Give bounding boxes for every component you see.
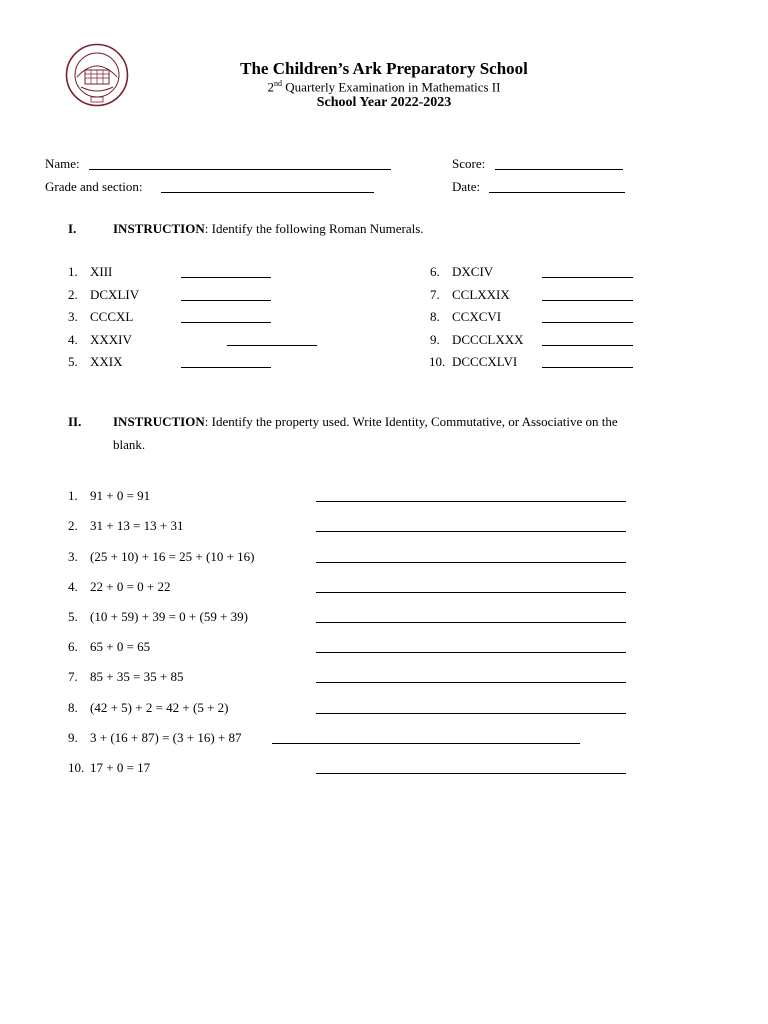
section-2-instruction-line2: blank.	[113, 437, 146, 452]
score-label: Score:	[452, 156, 486, 171]
item-number: 1.	[68, 264, 78, 279]
answer-blank[interactable]	[272, 743, 580, 744]
item-number: 4.	[68, 332, 78, 347]
section-1-heading	[68, 221, 748, 241]
roman-numeral: CCCXL	[90, 309, 134, 324]
equation: (42 + 5) + 2 = 42 + (5 + 2)	[90, 700, 229, 715]
item-number: 6.	[430, 264, 440, 279]
section-2-instruction-text: : Identify the property used. Write Identity, Commutative, or Associative on the	[204, 414, 618, 429]
answer-blank[interactable]	[316, 682, 626, 683]
answer-blank[interactable]	[316, 773, 626, 774]
roman-item	[430, 309, 630, 327]
property-item	[68, 488, 308, 506]
exam-ordinal: 2	[267, 79, 275, 95]
section-2-heading	[68, 414, 748, 434]
exam-ordinal-suffix: nd	[274, 79, 283, 88]
property-item	[68, 609, 308, 627]
item-number: 10.	[429, 354, 446, 369]
item-number: 1.	[68, 488, 78, 503]
item-number: 4.	[68, 579, 78, 594]
roman-item	[68, 309, 268, 327]
roman-numeral: DXCIV	[452, 264, 494, 279]
item-number: 3.	[68, 309, 78, 324]
answer-blank[interactable]	[542, 367, 633, 368]
item-number: 3.	[68, 549, 78, 564]
roman-numeral: XXXIV	[90, 332, 132, 347]
equation: 65 + 0 = 65	[90, 639, 151, 654]
property-item	[68, 549, 308, 567]
item-number: 9.	[68, 730, 78, 745]
equation: 31 + 13 = 13 + 31	[90, 518, 184, 533]
section-1-instruction	[113, 221, 424, 237]
roman-item	[68, 332, 268, 350]
answer-blank[interactable]	[542, 277, 633, 278]
roman-item	[68, 264, 268, 282]
item-number: 5.	[68, 354, 78, 369]
section-1-number: I.	[68, 221, 77, 236]
answer-blank[interactable]	[227, 345, 317, 346]
item-number: 2.	[68, 518, 78, 533]
item-number: 9.	[430, 332, 440, 347]
property-item	[68, 760, 308, 778]
date-field[interactable]	[489, 192, 625, 193]
property-item	[68, 730, 278, 748]
answer-blank[interactable]	[316, 652, 626, 653]
equation: 3 + (16 + 87) = (3 + 16) + 87	[90, 730, 242, 745]
grade-section-label: Grade and section:	[45, 179, 143, 194]
property-item	[68, 639, 308, 657]
roman-item	[430, 354, 630, 372]
answer-blank[interactable]	[316, 531, 626, 532]
item-number: 7.	[430, 287, 440, 302]
property-item	[68, 669, 308, 687]
property-item	[68, 700, 308, 718]
equation: 22 + 0 = 0 + 22	[90, 579, 171, 594]
roman-item	[68, 287, 268, 305]
roman-numeral: CCXCVI	[452, 309, 502, 324]
roman-item	[430, 264, 630, 282]
answer-blank[interactable]	[316, 713, 626, 714]
answer-blank[interactable]	[542, 300, 633, 301]
answer-blank[interactable]	[181, 300, 271, 301]
name-label: Name:	[45, 156, 80, 171]
answer-blank[interactable]	[542, 322, 633, 323]
equation: 91 + 0 = 91	[90, 488, 151, 503]
answer-blank[interactable]	[542, 345, 633, 346]
answer-blank[interactable]	[316, 592, 626, 593]
school-year: School Year 2022-2023	[316, 95, 452, 110]
roman-numeral: DCCCXLVI	[452, 354, 518, 369]
item-number: 10.	[68, 760, 85, 775]
item-number: 2.	[68, 287, 78, 302]
roman-numeral: DCXLIV	[90, 287, 140, 302]
answer-blank[interactable]	[181, 322, 271, 323]
grade-section-field[interactable]	[161, 192, 374, 193]
roman-numeral: CCLXXIX	[452, 287, 510, 302]
roman-numeral: XXIX	[90, 354, 123, 369]
answer-blank[interactable]	[316, 501, 626, 502]
equation: 85 + 35 = 35 + 85	[90, 669, 184, 684]
exam-title	[0, 79, 768, 95]
item-number: 8.	[430, 309, 440, 324]
item-number: 6.	[68, 639, 78, 654]
property-item	[68, 579, 308, 597]
equation: (10 + 59) + 39 = 0 + (59 + 39)	[90, 609, 248, 624]
item-number: 5.	[68, 609, 78, 624]
roman-numeral: DCCCLXXX	[452, 332, 524, 347]
equation: (25 + 10) + 16 = 25 + (10 + 16)	[90, 549, 255, 564]
section-1-instruction-label: INSTRUCTION	[113, 221, 205, 236]
score-field[interactable]	[495, 169, 623, 170]
answer-blank[interactable]	[181, 367, 271, 368]
answer-blank[interactable]	[316, 562, 626, 563]
name-field[interactable]	[89, 169, 391, 170]
item-number: 7.	[68, 669, 78, 684]
equation: 17 + 0 = 17	[90, 760, 151, 775]
school-name: The Children’s Ark Preparatory School	[240, 59, 528, 78]
date-label: Date:	[452, 179, 481, 194]
answer-blank[interactable]	[181, 277, 271, 278]
roman-item	[68, 354, 268, 372]
roman-item	[430, 287, 630, 305]
answer-blank[interactable]	[316, 622, 626, 623]
item-number: 8.	[68, 700, 78, 715]
exam-title-text: Quarterly Examination in Mathematics II	[285, 79, 501, 95]
roman-item	[430, 332, 630, 350]
section-1-instruction-text: : Identify the following Roman Numerals.	[204, 221, 424, 236]
section-2-instruction-label: INSTRUCTION	[113, 414, 205, 429]
section-2-instruction	[113, 414, 618, 430]
roman-numeral: XIII	[90, 264, 113, 279]
section-2-number: II.	[68, 414, 82, 429]
property-item	[68, 518, 308, 536]
